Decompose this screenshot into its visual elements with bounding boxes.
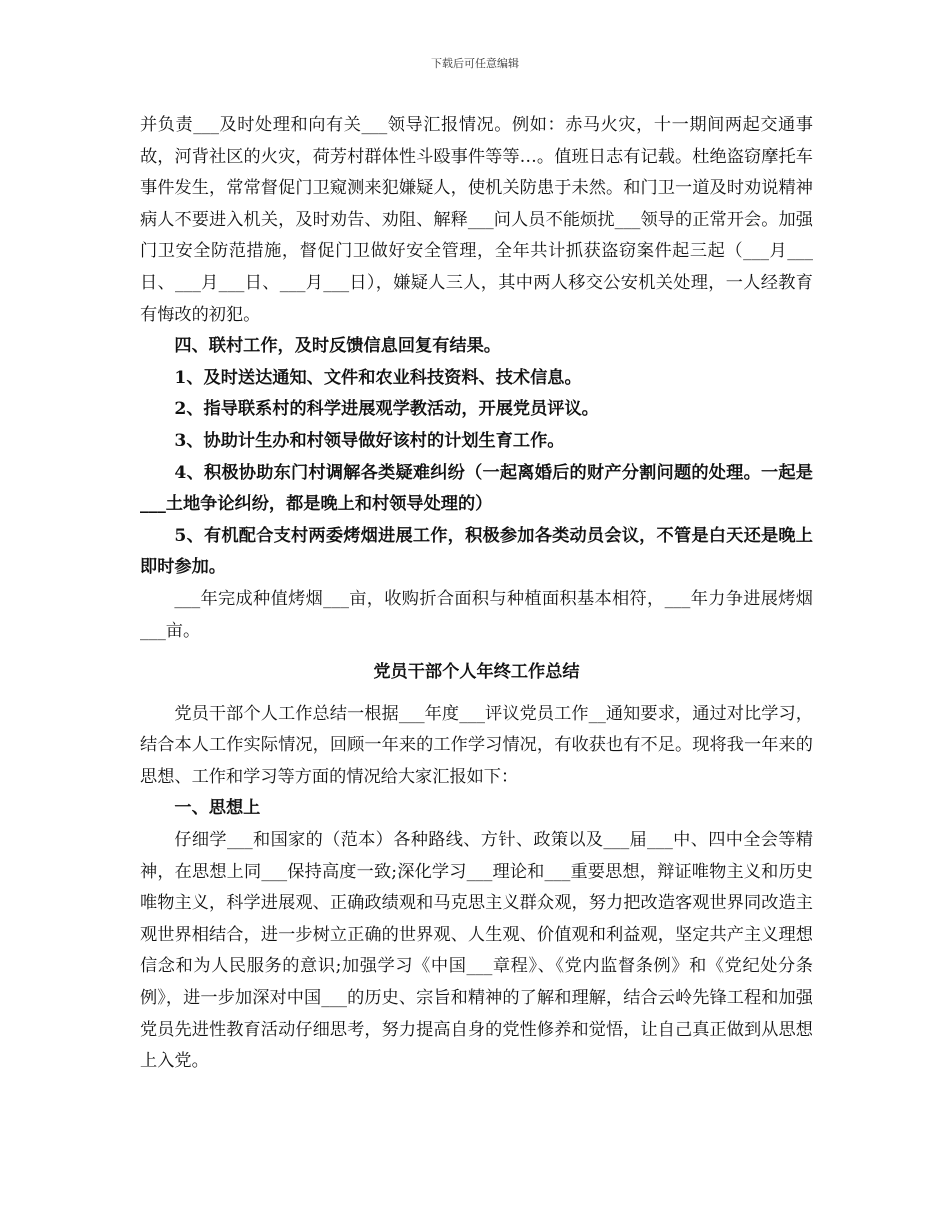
paragraph: 并负责___及时处理和向有关___领导汇报情况。例如：赤马火灾，十一期间两起交通事故，河背社区的火灾，荷芳村群体性斗殴事件等等…。值班日志有记载。杜绝盗窃摩托车事件发生，常常督促门卫窥测来犯嫌疑人，使机关防患于未然。和门卫一道及时劝说精神病人不要进入机关，及时劝告、劝阻、解释___问人员不能烦扰___领导的正常开会。加强门卫安全防范措施，督促门卫做好安全管理，全年共计抓获盗窃案件起三起（___月___日、___月___日、___月___日），嫌疑人三人，其中两人移交公安机关处理，一人经教育有悔改的初犯。 — [140, 115, 813, 325]
list-item: 2、指导联系村的科学进展观学教活动，开展党员评议。 — [174, 399, 599, 420]
paragraph: 党员干部个人工作总结一根据___年度___评议党员工作__通知要求，通过对比学习，结合本人工作实际情况，回顾一年来的工作学习情况，有收获也有不足。现将我一年来的思想、工作和学习等方面的情况给大家汇报如下： — [140, 703, 813, 787]
section-heading: 四、联村工作，及时反馈信息回复有结果。 — [174, 336, 501, 357]
list-item: 1、及时送达通知、文件和农业科技资料、技术信息。 — [174, 367, 582, 388]
list-item: 4、积极协助东门村调解各类疑难纠纷（一起离婚后的财产分割问题的处理。一起是___土地争论纠纷，都是晚上和村领导处理的） — [140, 462, 813, 515]
list-item: 3、协助计生办和村领导做好该村的计划生育工作。 — [174, 430, 565, 451]
document-title: 党员干部个人年终工作总结 — [373, 662, 580, 683]
paragraph: ___年完成种值烤烟___亩，收购折合面积与种植面积基本相符，___年力争进展烤烟___亩。 — [140, 588, 813, 641]
page-header: 下载后可任意编辑 — [431, 57, 519, 70]
list-item: 5、有机配合支村两委烤烟进展工作，积极参加各类动员会议，不管是白天还是晚上即时参加。 — [140, 525, 813, 578]
section-heading: 一、思想上 — [174, 798, 261, 819]
document-body — [140, 110, 813, 1078]
paragraph: 仔细学___和国家的（范本）各种路线、方针、政策以及___届___中、四中全会等精神，在思想上同___保持高度一致;深化学习___理论和___重要思想，辩证唯物主义和历史唯物主义，科学进展观、正确政绩观和马克思主义群众观，努力把改造客观世界同改造主观世界相结合，进一步树立正确的世界观、人生观、价值观和利益观，坚定共产主义理想信念和为人民服务的意识;加强学习《中国___章程》、《党内监督条例》和《党纪处分条例》，进一步加深对中国___的历史、宗旨和精神的了解和理解，结合云岭先锋工程和加强党员先进性教育活动仔细思考，努力提高自身的党性修养和觉悟，让自己真正做到从思想上入党。 — [140, 830, 813, 1072]
